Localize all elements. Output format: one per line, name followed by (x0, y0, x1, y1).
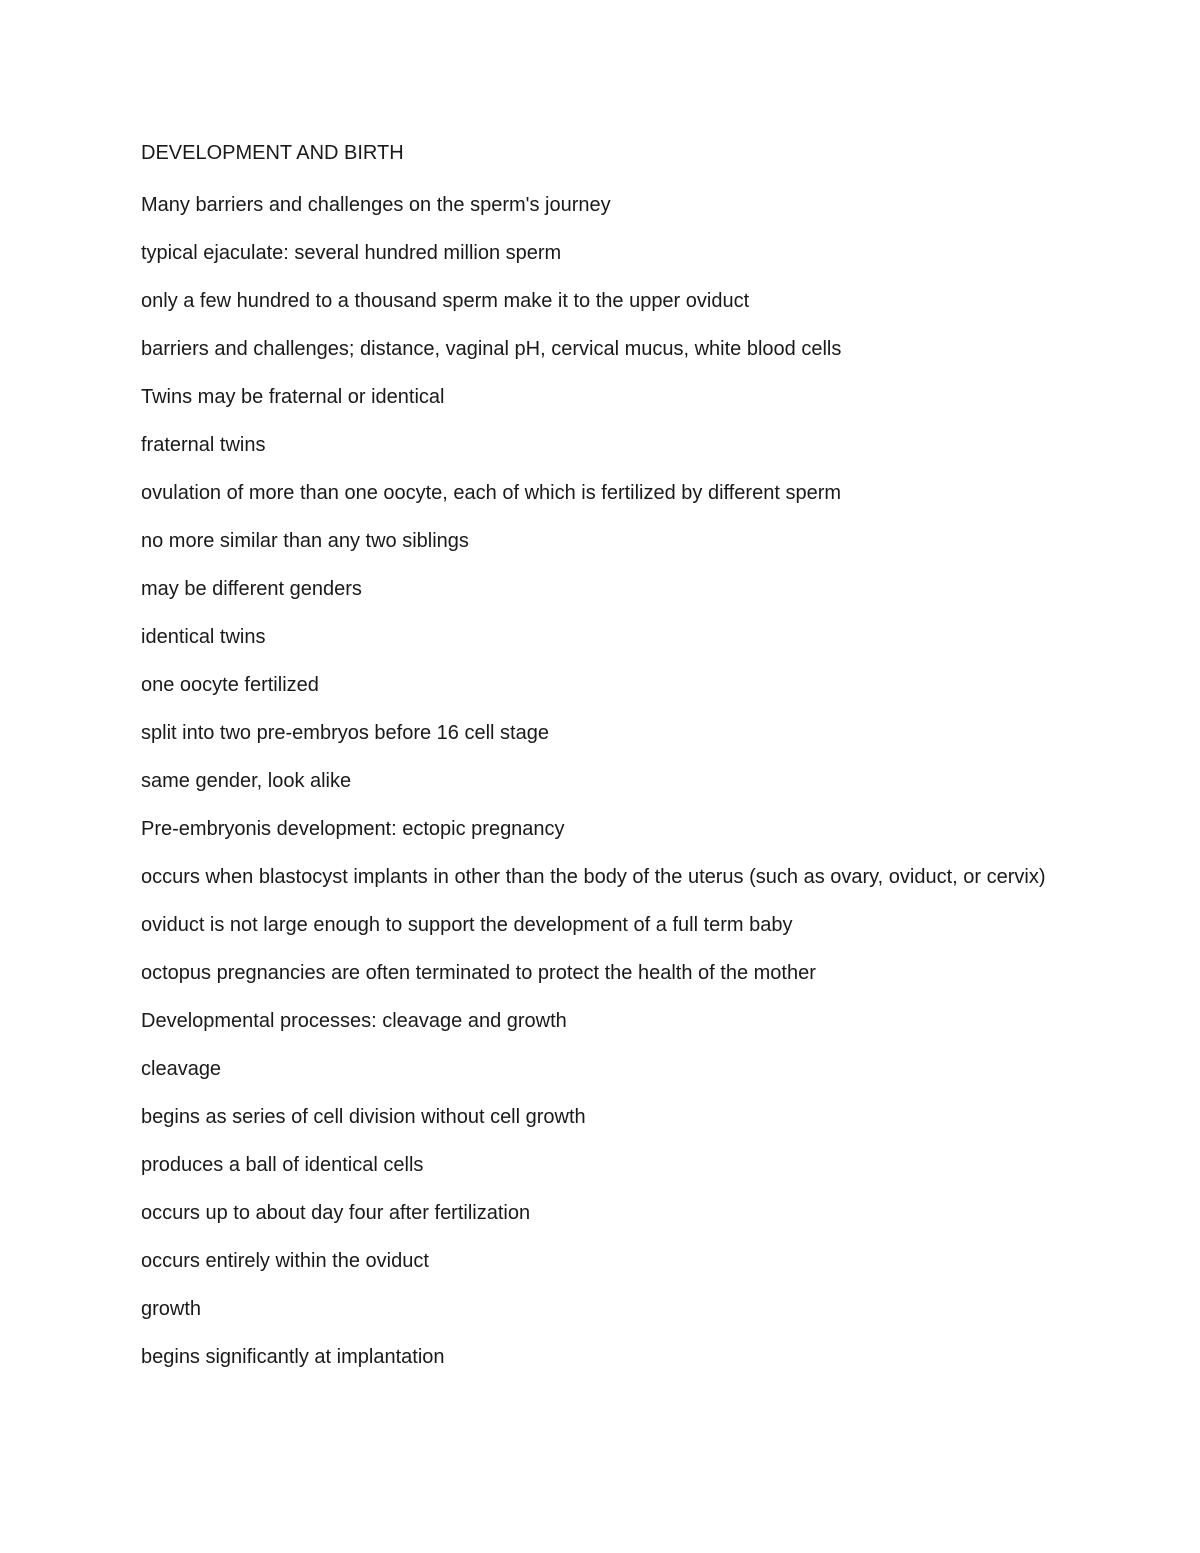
text-line: only a few hundred to a thousand sperm make it to the upper oviduct (141, 290, 750, 312)
text-line: occurs entirely within the oviduct (141, 1250, 429, 1272)
text-line: ovulation of more than one oocyte, each of which is fertilized by different sperm (141, 482, 842, 504)
text-line: no more similar than any two siblings (141, 530, 469, 552)
text-line: occurs up to about day four after fertilization (141, 1202, 531, 1224)
text-line: growth (141, 1298, 202, 1320)
text-line: fraternal twins (141, 434, 266, 456)
document-body (141, 141, 1061, 1393)
text-line: oviduct is not large enough to support the development of a full term baby (141, 914, 793, 936)
text-line: Developmental processes: cleavage and growth (141, 1010, 567, 1032)
document-title: DEVELOPMENT AND BIRTH (141, 142, 404, 164)
text-line: Twins may be fraternal or identical (141, 386, 445, 408)
text-line: split into two pre-embryos before 16 cell stage (141, 722, 549, 744)
text-line: may be different genders (141, 578, 362, 600)
text-line: typical ejaculate: several hundred million sperm (141, 242, 562, 264)
text-line: produces a ball of identical cells (141, 1154, 424, 1176)
text-line: same gender, look alike (141, 770, 352, 792)
text-line: occurs when blastocyst implants in other than the body of the uterus (such as ovary, oviduct, or cervix) (141, 866, 1046, 888)
text-line: Pre-embryonis development: ectopic pregnancy (141, 818, 565, 840)
text-line: barriers and challenges; distance, vaginal pH, cervical mucus, white blood cells (141, 338, 842, 360)
text-line: cleavage (141, 1058, 222, 1080)
text-line: begins significantly at implantation (141, 1346, 445, 1368)
text-line: Many barriers and challenges on the sperm's journey (141, 194, 611, 216)
text-line: one oocyte fertilized (141, 674, 319, 696)
text-line: octopus pregnancies are often terminated to protect the health of the mother (141, 962, 816, 984)
text-line: identical twins (141, 626, 266, 648)
text-line: begins as series of cell division without cell growth (141, 1106, 586, 1128)
